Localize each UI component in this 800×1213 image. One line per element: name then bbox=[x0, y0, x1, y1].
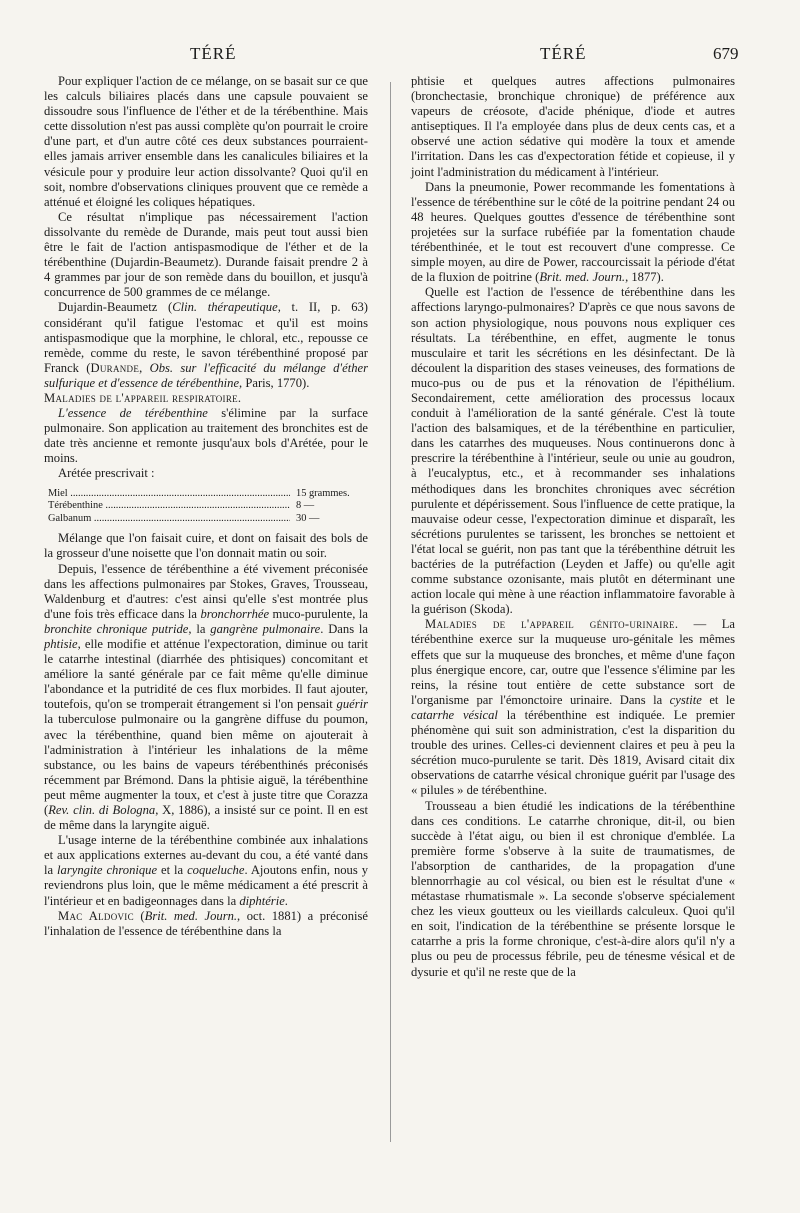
citation: Rev. clin. di Bologna bbox=[48, 803, 156, 817]
paragraph: Pour expliquer l'action de ce mélange, on se basait sur ce que les calculs biliaires placés dans une capsule pouvaient se dissoudre sous l'influence de l'éther et de la térébenthine. Mais cette dissolution n'est pas aussi complète qu'on pourrait le croire d'une part, et d'un autre côté ces deux substances pourraient-elles jamais arriver ensemble dans les canalicules biliaires et la vésicule pour y produire leur action dissolvante? Quoi qu'il en soit, nombre d'observations cliniques prouvent que ce remède a atténué et éloigné les coliques hépatiques. bbox=[44, 74, 368, 209]
text-run: muco-purulente, la bbox=[269, 606, 368, 621]
emphasis: cystite bbox=[669, 692, 702, 707]
paragraph bbox=[44, 562, 368, 834]
citation: Brit. med. Journ. bbox=[144, 908, 238, 923]
emphasis: bronchorrhée bbox=[200, 606, 270, 621]
paragraph bbox=[411, 180, 735, 286]
running-head-right: TÉRÉ bbox=[540, 44, 587, 63]
running-head-left: TÉRÉ bbox=[190, 44, 237, 63]
ingredient-name: Térébenthine ..... bbox=[48, 500, 290, 513]
emphasis: L'essence de térébenthine bbox=[58, 406, 208, 421]
ingredient-name: Miel ..... bbox=[48, 488, 290, 501]
citation: Obs. sur l'efficacité du mélange d'éther sulfurique et d'essence de térébenthine bbox=[44, 360, 369, 390]
text-run: la térébenthine est indiquée. Le premier phénomène qui suit son administration, c'est la disparition du trouble des urines. Celles-ci deviennent claires et peu à peu la sécrétion muco-purulente se tarit. Dès 1819, Avisard citait dix observations de catarrhe vésical chronique guérit par l'usage des « pilules » de térébenthine. bbox=[411, 707, 735, 798]
recipe-row bbox=[48, 488, 368, 501]
paragraph: Trousseau a bien étudié les indications de la térébenthine dans ces conditions. Le catarrhe chronique, dit-il, ou bien succède à l'état aigu, ou bien il est chronique d'emblée. La première forme s'observe à la suite de traumatismes, de l'absorption de cantharides, de la propagation d'une blennorrhagie au col vésical, ou bien est le résultat d'une « métastase rhumatismale ». La seconde s'observe spécialement chez les vieux goutteux ou les vieillards calculeux. Quoi qu'il en soit, l'indication de la térébenthine se présente lorsque le catarrhe a pris la forme chronique, c'est-à-dire alors qu'il n'y a plus ou peu de processus fébrile, peu de ténesme vésical et de dysurie et qu'il ne reste que de la bbox=[411, 798, 735, 979]
text-run: , Paris, 1770). bbox=[239, 375, 310, 390]
column-divider bbox=[390, 82, 391, 1142]
emphasis: coqueluche bbox=[187, 863, 245, 878]
text-run: , bbox=[139, 360, 150, 375]
text-run: Depuis, l'essence de térébenthine a été vivement préconisée dans les affections pulmonaires par Stokes, Graves, Trousseau, Waldenburg et d'autres: c'est ainsi qu'elle s'est montrée plus d'une fois très efficace dans la bbox=[44, 561, 368, 621]
text-run: . bbox=[284, 893, 288, 908]
section-heading: Maladies de l'appareil respiratoire. bbox=[44, 390, 242, 405]
section-heading: Maladies de l'appareil génito-urinaire. bbox=[425, 617, 679, 632]
ingredient-quantity: 15 grammes. bbox=[296, 487, 350, 499]
emphasis: catarrhe vésical bbox=[411, 707, 498, 722]
paragraph bbox=[44, 300, 368, 391]
citation: Clin. thérapeutique bbox=[172, 300, 278, 315]
text-run: — La térébenthine exerce sur la muqueuse uro-génitale les mêmes effets que sur la muqueuse des bronches, et même d'une façon plus énergique encore, car, outre que l'essence s'élimine par les reins, la résine tout entière de cette substance sort de l'organisme par l'émonctoire urinaire. Dans la bbox=[411, 617, 735, 707]
text-run: Dans la pneumonie, Power recommande les fomentations à l'essence de térébenthine sur le côté de la poitrine pendant 24 ou 48 heures. Quelques gouttes d'essence de térébenthine sont projetées sur la surface rubéfiée par la fomentation chaude térébenthinée, et le tout est recouvert d'une compresse. Ce simple moyen, au dire de Power, raccourcissait la période d'état de la fluxion de poitrine ( bbox=[411, 179, 735, 285]
paragraph bbox=[44, 833, 368, 908]
emphasis: bronchite chronique putride bbox=[44, 621, 189, 636]
paragraph: Quelle est l'action de l'essence de térébenthine dans les affections laryngo-pulmonaires? D'après ce que nous savons de son action physiologique, nous pouvons nous expliquer ces résultats. La térébenthine, en effet, augmente le tonus musculaire et tarit les sécrétions en les désinfectant. De là découlent la disparition des stases veineuses, des formations de muco-pus ou de pus et la rénovation de l'épithélium. Secondairement, cette amélioration des processus locaux conduit à l'amélioration de la santé générale. C'est là toute l'action des balsamiques, et de la térébenthine en particulier, dans les catarrhes des muqueuses. Nous continuerons donc à prescrire la térébenthine à l'intérieur, seule ou unie au goudron, à l'eucalyptus, etc., et à recommander ses inhalations méthodiques dans les bronchites chroniques avec sécrétion purulente et dépérissement. Sous l'influence de cette pratique, la mauvaise odeur cesse, l'expectoration diminue et disparaît, les sécrétions purulentes se tarissent, les bronches se nettoient et l'état local se guérit, non pas tant que la térébenthine détruit les bactéries de la putréfaction (Leyden et Jaffe) ou qu'elle agit comme substance ozonisante, mais plutôt en déterminant une action locale qui mène à une réaction inflammatoire favorable à la guérison (Skoda). bbox=[411, 285, 735, 617]
emphasis: laryngite chronique bbox=[57, 863, 158, 878]
author-name: Mac Aldovic bbox=[58, 908, 134, 923]
recipe-list bbox=[48, 488, 368, 526]
ingredient-quantity: 30 — bbox=[296, 512, 320, 524]
text-run: , la bbox=[188, 621, 211, 636]
text-run: et le bbox=[701, 692, 735, 707]
paragraph bbox=[44, 909, 368, 939]
citation: Brit. med. Journ. bbox=[539, 270, 626, 285]
recipe-row bbox=[48, 500, 368, 513]
paragraph bbox=[44, 406, 368, 466]
paragraph: Arétée prescrivait : bbox=[58, 466, 155, 481]
recipe-row bbox=[48, 513, 368, 526]
ingredient-name: Galbanum ..... bbox=[48, 513, 290, 526]
author-name: Durande bbox=[90, 360, 140, 375]
paragraph: phtisie et quelques autres affections pulmonaires (bronchectasie, bronchique chronique) de préférence aux vapeurs de créosote, d'acide phénique, d'iode et autres antiseptiques. Il l'a employée dans plus de deux cents cas, et a observé une action sédative qui modère la toux et amende l'irritation. Dans les cas d'expectoration fétide et copieuse, il y joint l'administration du médicament à l'intérieur. bbox=[411, 74, 735, 179]
left-column bbox=[44, 74, 368, 939]
text-run: , t. II, p. 63) considérant qu'il fatigue l'estomac et qu'il est moins antispasmodique que la morphine, le chloral, etc., repousse ce remède, comme du reste, le savon térébenthiné proposé par Franck ( bbox=[44, 300, 368, 375]
text-run: , X, 1886), a insisté sur ce point. Il en est de même dans la laryngite aiguë. bbox=[44, 803, 368, 833]
text-run: s'élimine par la surface pulmonaire. Son application au traitement des bronchites est de date très ancienne et remonte jusqu'aux bols d'Arétée, pour le moins. bbox=[44, 406, 368, 466]
text-run: . Dans la bbox=[320, 621, 368, 636]
paragraph: Mélange que l'on faisait cuire, et dont on faisait des bols de la grosseur d'une noisette que l'on donnait matin ou soir. bbox=[44, 531, 368, 561]
emphasis: diphtérie bbox=[239, 893, 285, 908]
text-run: ( bbox=[133, 908, 145, 923]
ingredient-quantity: 8 — bbox=[296, 500, 315, 512]
emphasis: phtisie bbox=[44, 636, 78, 651]
text-run: et la bbox=[157, 863, 188, 878]
text-run: , oct. 1881) a préconisé l'inhalation de l'essence de térébenthine dans la bbox=[44, 908, 368, 938]
right-column bbox=[411, 74, 735, 980]
paragraph: Ce résultat n'implique pas nécessairement l'action dissolvante du remède de Durande, mais peut tout aussi bien être le fait de l'action antispasmodique de l'éther et de la térébenthine (Dujardin-Beaumetz). Durande faisait prendre 2 à 4 grammes par jour de son remède dans du bouillon, et jusqu'à concurrence de 500 grammes de ce mélange. bbox=[44, 209, 368, 300]
emphasis: guérir bbox=[336, 697, 368, 712]
emphasis: gangrène pulmonaire bbox=[210, 621, 321, 636]
text-run: Dujardin-Beaumetz ( bbox=[58, 300, 173, 315]
text-run: , elle modifie et atténue l'expectoration, diminue ou tarit le catarrhe intestinal (diarrhée des phtisiques) concomitant et améliore la santé générale par ce fait même qu'elle diminue l'abondance et la putridité de ces flux morbides. Il faut ajouter, toutefois, qu'on se tromperait étrangement si l'on pensait bbox=[44, 636, 368, 712]
text-run: L'usage interne de la térébenthine combinée aux inhalations et aux applications externes au-devant du cou, a été vanté dans la bbox=[44, 833, 368, 878]
text-run: la tuberculose pulmonaire ou la gangrène diffuse du poumon, avec la térébenthine, quand bien même on ajouterait à l'administration à l'intérieur les inhalations de la même substance, ou les bains de vapeurs térébenthinés préconisés récemment par Brémond. Dans la phtisie aiguë, la térébenthine peut même augmenter la toux, et c'est à juste titre que Corazza ( bbox=[44, 712, 368, 817]
page-number: 679 bbox=[713, 44, 739, 63]
text-run: . Ajoutons enfin, nous y reviendrons plus loin, que le même médicament a été prescrit à l'intérieur et en badigeonnages dans la bbox=[44, 863, 368, 908]
text-run: , 1877). bbox=[625, 270, 664, 285]
paragraph bbox=[411, 617, 735, 798]
